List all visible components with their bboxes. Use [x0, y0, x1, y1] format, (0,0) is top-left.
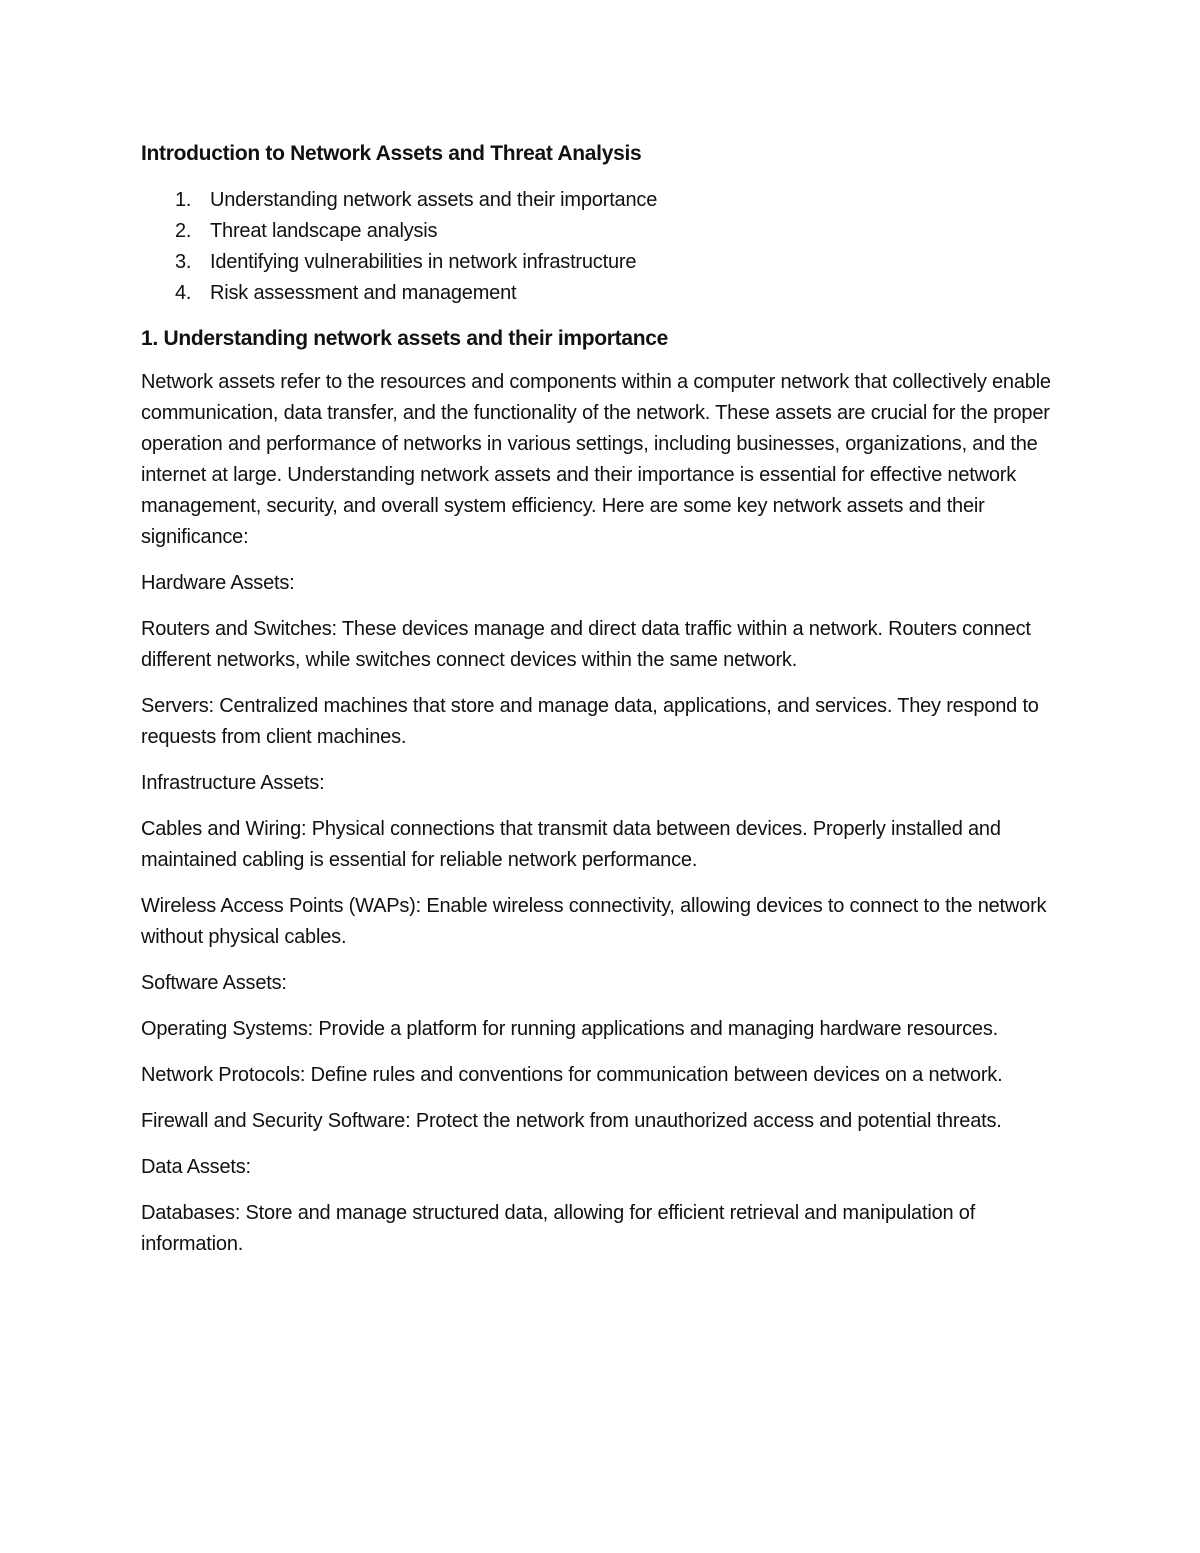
table-of-contents — [141, 185, 1061, 309]
category-label-infrastructure: Infrastructure Assets: — [141, 772, 325, 794]
asset-paragraph-databases: Databases: Store and manage structured data, allowing for efficient retrieval and manipulation of information. — [141, 1202, 976, 1255]
asset-paragraph-cables-wiring: Cables and Wiring: Physical connections that transmit data between devices. Properly installed and maintained cabling is essential for reliable network performance. — [141, 818, 1001, 871]
toc-item-text: Identifying vulnerabilities in network infrastructure — [210, 251, 637, 273]
toc-item — [141, 185, 1061, 216]
category-label-hardware: Hardware Assets: — [141, 572, 295, 594]
toc-item-number: 3. — [175, 251, 192, 273]
toc-item-text: Threat landscape analysis — [210, 220, 438, 242]
category-label-software: Software Assets: — [141, 972, 287, 994]
toc-item-number: 1. — [175, 189, 192, 211]
toc-item — [141, 278, 1061, 309]
toc-item — [141, 216, 1061, 247]
asset-paragraph-servers: Servers: Centralized machines that store and manage data, applications, and services. They respond to requests from client machines. — [141, 695, 1039, 748]
asset-paragraph-waps: Wireless Access Points (WAPs): Enable wireless connectivity, allowing devices to connect to the network without physical cables. — [141, 895, 1047, 948]
toc-item-text: Risk assessment and management — [210, 282, 517, 304]
toc-item — [141, 247, 1061, 278]
asset-paragraph-operating-systems: Operating Systems: Provide a platform for running applications and managing hardware resources. — [141, 1018, 999, 1040]
asset-paragraph-network-protocols: Network Protocols: Define rules and conventions for communication between devices on a network. — [141, 1064, 1003, 1086]
toc-item-number: 4. — [175, 282, 192, 304]
toc-item-text: Understanding network assets and their importance — [210, 189, 658, 211]
document-body — [141, 138, 1061, 1275]
intro-paragraph: Network assets refer to the resources and components within a computer network that collectively enable communication, data transfer, and the functionality of the network. These assets are crucial for the proper operation and performance of networks in various settings, including businesses, organizations, and the internet at large. Understanding network assets and their importance is essential for effective network management, security, and overall system efficiency. Here are some key network assets and their significance: — [141, 371, 1051, 548]
category-label-data: Data Assets: — [141, 1156, 251, 1178]
toc-item-number: 2. — [175, 220, 192, 242]
document-title: Introduction to Network Assets and Threat Analysis — [141, 142, 642, 165]
section-heading: 1. Understanding network assets and their importance — [141, 327, 669, 350]
asset-paragraph-routers-switches: Routers and Switches: These devices manage and direct data traffic within a network. Routers connect different networks, while switches connect devices within the same network. — [141, 618, 1031, 671]
asset-paragraph-firewall: Firewall and Security Software: Protect the network from unauthorized access and potential threats. — [141, 1110, 1002, 1132]
